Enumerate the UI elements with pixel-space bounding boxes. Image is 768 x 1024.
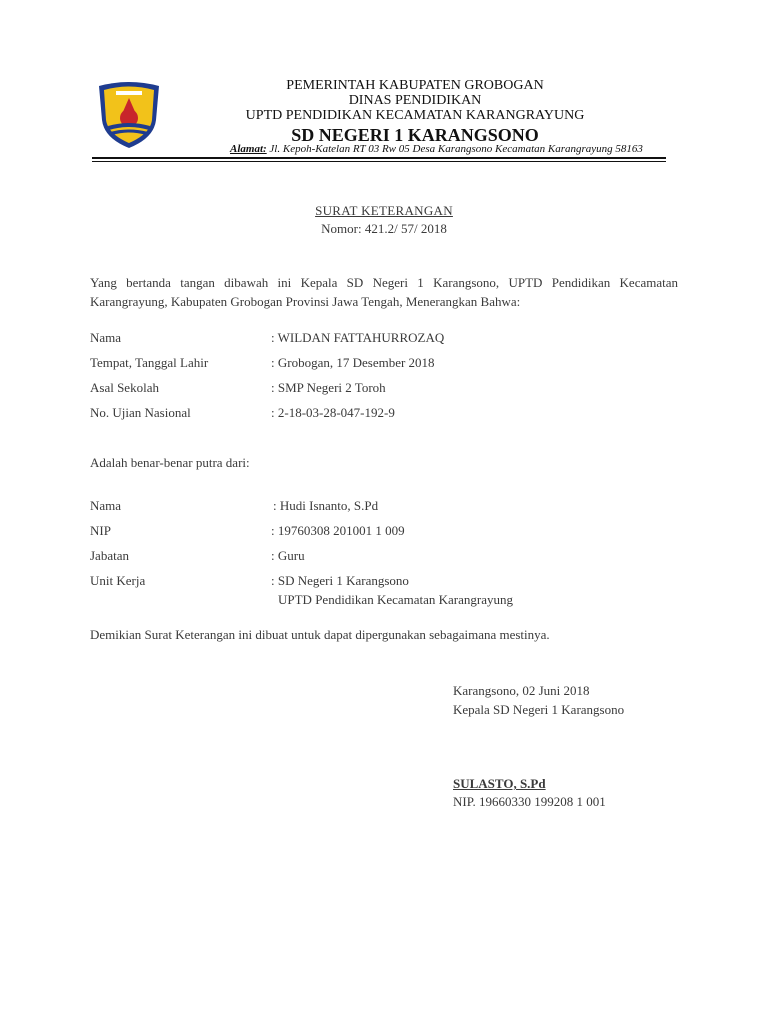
field-label: Tempat, Tanggal Lahir bbox=[90, 355, 209, 370]
letterhead-address bbox=[230, 143, 643, 155]
field-value: : Hudi Isnanto, S.Pd bbox=[273, 498, 379, 513]
regency-emblem-icon bbox=[94, 80, 164, 150]
field-value: : SMP Negeri 2 Toroh bbox=[271, 380, 386, 395]
field-value: : SD Negeri 1 Karangsono bbox=[271, 573, 409, 588]
signature-place-date: Karangsono, 02 Juni 2018 bbox=[453, 683, 590, 698]
letterhead-government: PEMERINTAH KABUPATEN GROBOGAN bbox=[286, 78, 544, 93]
closing-paragraph: Demikian Surat Keterangan ini dibuat untuk dapat dipergunakan sebagaimana mestinya. bbox=[90, 627, 550, 642]
field-label: No. Ujian Nasional bbox=[90, 405, 191, 420]
field-value: : 2-18-03-28-047-192-9 bbox=[271, 405, 395, 420]
field-value: : WILDAN FATTAHURROZAQ bbox=[271, 330, 445, 345]
field-label: Nama bbox=[90, 498, 122, 513]
letterhead-uptd: UPTD PENDIDIKAN KECAMATAN KARANGRAYUNG bbox=[245, 108, 585, 123]
field-value: : Grobogan, 17 Desember 2018 bbox=[271, 355, 435, 370]
letterhead bbox=[180, 78, 650, 146]
signature-name: SULASTO, S.Pd bbox=[453, 776, 546, 791]
intro-paragraph: Yang bertanda tangan dibawah ini Kepala SD Negeri 1 Karangsono, UPTD Pendidikan Kecamatan Karangrayung, Kabupaten Grobogan Provinsi Jawa Tengah, Menerangkan Bahwa: bbox=[90, 275, 678, 309]
address-text: Jl. Kepoh-Katelan RT 03 Rw 05 Desa Karangsono Kecamatan Karangrayung 58163 bbox=[269, 143, 643, 155]
parent-intro: Adalah benar-benar putra dari: bbox=[90, 455, 250, 470]
address-label: Alamat: bbox=[230, 143, 267, 155]
field-label: Unit Kerja bbox=[90, 573, 146, 588]
letterhead-school: SD NEGERI 1 KARANGSONO bbox=[291, 125, 539, 145]
field-value: : Guru bbox=[271, 548, 305, 563]
letter-number: Nomor: 421.2/ 57/ 2018 bbox=[321, 221, 447, 236]
field-label: Jabatan bbox=[90, 548, 129, 563]
field-label: Nama bbox=[90, 330, 122, 345]
letterhead-rule-thick bbox=[92, 157, 666, 159]
letter-title: SURAT KETERANGAN bbox=[315, 203, 453, 218]
field-label: NIP bbox=[90, 523, 111, 538]
field-label: Asal Sekolah bbox=[90, 380, 159, 395]
field-value: : 19760308 201001 1 009 bbox=[271, 523, 405, 538]
signature-nip: NIP. 19660330 199208 1 001 bbox=[453, 794, 606, 809]
signature-position: Kepala SD Negeri 1 Karangsono bbox=[453, 702, 625, 717]
letterhead-rule-thin bbox=[92, 161, 666, 162]
field-value: UPTD Pendidikan Kecamatan Karangrayung bbox=[278, 592, 514, 607]
letterhead-agency: DINAS PENDIDIKAN bbox=[348, 93, 482, 108]
